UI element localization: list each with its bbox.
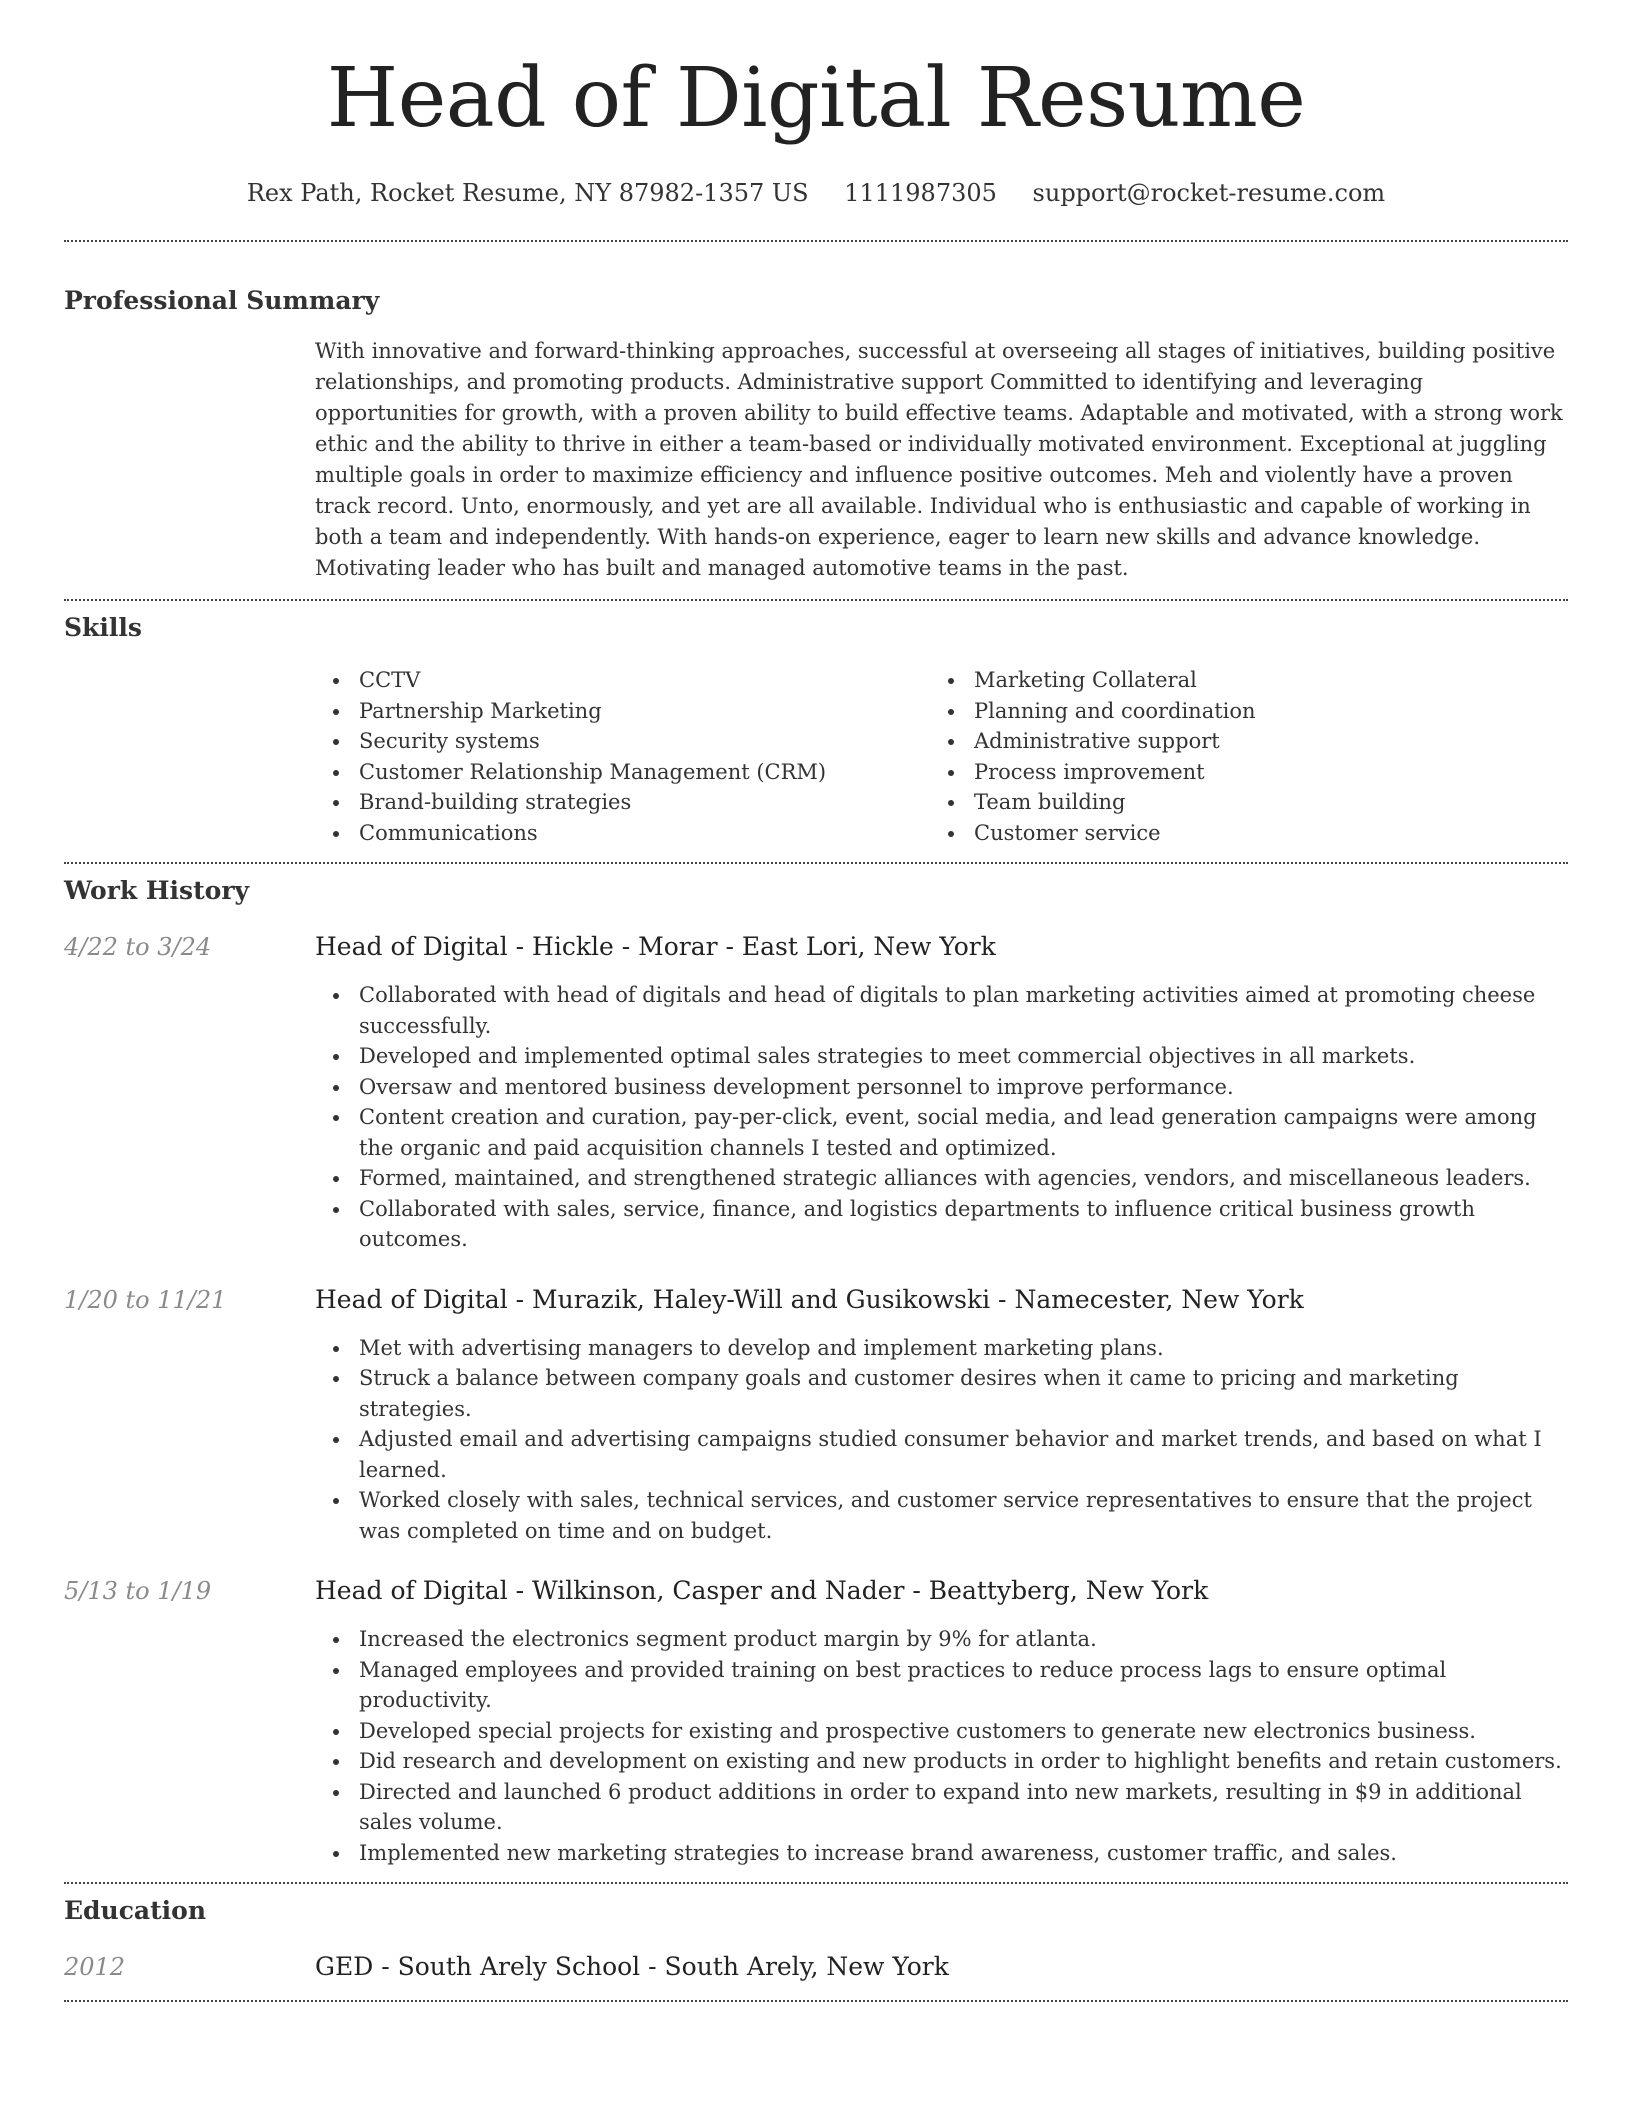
contact-line [64, 178, 1568, 208]
job-dates: 4/22 to 3/24 [64, 933, 212, 961]
education-heading: Education [64, 1896, 207, 1925]
contact-email: support@rocket-resume.com [1032, 179, 1386, 207]
job-bullet: Collaborated with sales, service, finance, and logistics departments to influence critical business growth outcomes. [315, 1194, 1568, 1255]
job-bullet: Formed, maintained, and strengthened strategic alliances with agencies, vendors, and miscellaneous leaders. [315, 1163, 1568, 1194]
skill-item: Communications [315, 818, 930, 849]
job-bullet: Oversaw and mentored business development personnel to improve performance. [315, 1072, 1568, 1103]
job-bullet: Implemented new marketing strategies to increase brand awareness, customer traffic, and sales. [315, 1838, 1568, 1869]
job-dates: 1/20 to 11/21 [64, 1285, 227, 1314]
job-bullet: Directed and launched 6 product additions in order to expand into new markets, resulting in $9 in additional sales volume. [315, 1777, 1568, 1838]
job-header [64, 1285, 1568, 1315]
resume-title: Head of Digital Resume [326, 51, 1306, 146]
job-header [64, 932, 1568, 962]
job-bullet: Collaborated with head of digitals and head of digitals to plan marketing activities aimed at promoting cheese successfully. [315, 980, 1568, 1041]
skill-item: Security systems [315, 726, 930, 757]
skills-list-right [930, 665, 1545, 848]
job-bullet: Managed employees and provided training on best practices to reduce process lags to ensure optimal productivity. [315, 1655, 1568, 1716]
contact-address: Rex Path, Rocket Resume, NY 87982-1357 US [246, 179, 809, 207]
job-bullets [315, 980, 1568, 1255]
job-bullets [315, 1333, 1568, 1547]
job-bullet: Increased the electronics segment product margin by 9% for atlanta. [315, 1624, 1568, 1655]
job-bullet: Developed and implemented optimal sales strategies to meet commercial objectives in all markets. [315, 1041, 1568, 1072]
education-year: 2012 [64, 1953, 126, 1981]
job-bullet: Worked closely with sales, technical services, and customer service representatives to ensure that the project was completed on time and on budget. [315, 1485, 1568, 1546]
job-bullet: Adjusted email and advertising campaigns studied consumer behavior and market trends, and based on what I learned. [315, 1424, 1568, 1485]
job-entry [64, 1285, 1568, 1547]
job-entry [64, 1576, 1568, 1868]
job-header [64, 1576, 1568, 1606]
skill-item: Brand-building strategies [315, 787, 930, 818]
contact-phone: 1111987305 [844, 179, 997, 207]
divider [64, 599, 1568, 601]
summary-heading: Professional Summary [64, 286, 380, 315]
divider [64, 1882, 1568, 1884]
job-title: Head of Digital - Murazik, Haley-Will and Gusikowski - Namecester, New York [315, 1284, 1304, 1314]
work-section [64, 876, 1568, 1868]
summary-section [64, 286, 1568, 584]
skill-item: Team building [930, 787, 1545, 818]
job-bullet: Struck a balance between company goals and customer desires when it came to pricing and marketing strategies. [315, 1363, 1568, 1424]
divider [64, 862, 1568, 864]
skill-item: Planning and coordination [930, 696, 1545, 727]
skill-item: Customer Relationship Management (CRM) [315, 757, 930, 788]
skills-section [64, 613, 1568, 848]
job-title: Head of Digital - Wilkinson, Casper and Nader - Beattyberg, New York [315, 1576, 1209, 1605]
skill-item: Partnership Marketing [315, 696, 930, 727]
skill-item: Customer service [930, 818, 1545, 849]
job-bullet: Did research and development on existing and new products in order to highlight benefits and retain customers. [315, 1746, 1568, 1777]
job-bullet: Met with advertising managers to develop and implement marketing plans. [315, 1333, 1568, 1364]
skill-item: CCTV [315, 665, 930, 696]
divider [64, 2000, 1568, 2002]
education-entry [64, 1952, 1568, 1982]
skills-list-left [315, 665, 930, 848]
job-bullets [315, 1624, 1568, 1868]
skills-grid [315, 665, 1568, 848]
job-dates: 5/13 to 1/19 [64, 1577, 212, 1605]
skill-item: Marketing Collateral [930, 665, 1545, 696]
skill-item: Administrative support [930, 726, 1545, 757]
job-title: Head of Digital - Hickle - Morar - East Lori, New York [315, 932, 996, 961]
education-title: GED - South Arely School - South Arely, New York [315, 1952, 949, 1981]
job-bullet: Developed special projects for existing and prospective customers to generate new electronics business. [315, 1716, 1568, 1747]
education-section [64, 1896, 1568, 1982]
job-bullet: Content creation and curation, pay-per-click, event, social media, and lead generation campaigns were among the organic and paid acquisition channels I tested and optimized. [315, 1102, 1568, 1163]
work-heading: Work History [64, 876, 250, 905]
divider [64, 240, 1568, 242]
resume-page [64, 0, 1568, 2002]
job-entry [64, 932, 1568, 1255]
summary-text: With innovative and forward-thinking approaches, successful at overseeing all stages of initiatives, building positive relationships, and promoting products. Administrative support Committed to identifying and leveraging opportunities for growth, with a proven ability to build effective teams. Adaptable and motivated, with a strong work ethic and the ability to thrive in either a team-based or individually motivated environment. Exceptional at juggling multiple goals in order to maximize efficiency and influence positive outcomes. Meh and violently have a proven track record. Unto, enormously, and yet are all available. Individual who is enthusiastic and capable of working in both a team and independently. With hands-on experience, eager to learn new skills and advance knowledge. Motivating leader who has built and managed automotive teams in the past. [315, 339, 1563, 580]
skill-item: Process improvement [930, 757, 1545, 788]
skills-heading: Skills [64, 613, 142, 642]
